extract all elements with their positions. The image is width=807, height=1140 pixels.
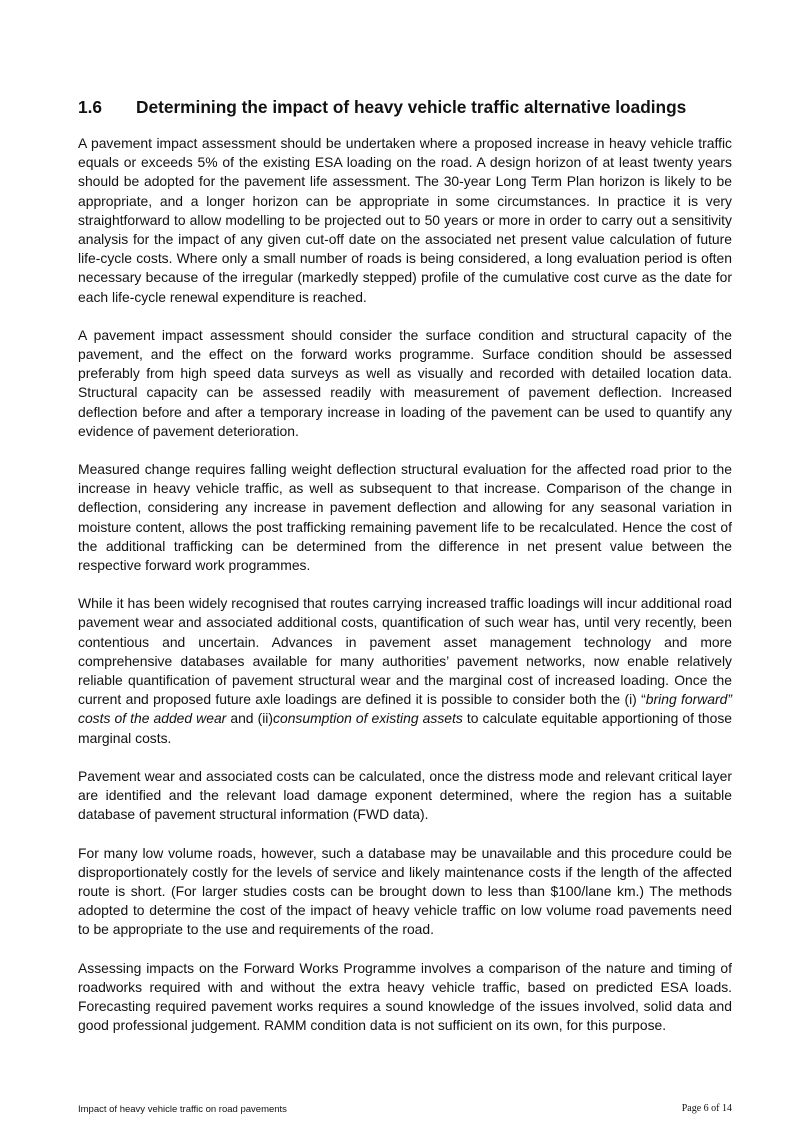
paragraph-4-text-3: to calculate equitable apportioning of those marginal costs. [78,710,732,746]
paragraph-4-text-1: While it has been widely recognised that routes carrying increased traffic loadings will incur additional road pavement wear and associated additional costs, quantification of such wear has, until very recently, been contentious and uncertain. Advances in pavement asset management technology and more comprehensive databases available for many authorities’ pavement networks, now enable relatively reliable quantification of pavement structural wear and the marginal cost of increased loading. Once the current and proposed future axle loadings are defined it is possible to consider both the (i) “ [78,595,732,708]
paragraph-assessment-horizon: A pavement impact assessment should be undertaken where a proposed increase in heavy vehicle traffic equals or exceeds 5% of the existing ESA loading on the road. A design horizon of at least twenty years should be adopted for the pavement life assessment. The 30-year Long Term Plan horizon is likely to be appropriate, and a longer horizon can be appropriate in some circumstances. In practice it is very straightforward to allow modelling to be projected out to 50 years or more in order to carry out a sensitivity analysis for the impact of any given cut-off date on the associated net present value calculation of future life-cycle costs. Where only a small number of roads is being considered, a long evaluation period is often necessary because of the irregular (markedly stepped) profile of the cumulative cost curve as the date for each life-cycle renewal expenditure is reached. [78,135,732,305]
paragraph-4-text-2: and (ii) [226,710,274,727]
section-heading [78,96,738,118]
paragraph-forward-works: Assessing impacts on the Forward Works Programme involves a comparison of the nature and timing of roadworks required with and without the extra heavy vehicle traffic, based on predicted ESA loads. Forecasting required pavement works requires a sound knowledge of the issues involved, solid data and good professional judgement. RAMM condition data is not sufficient on its own, for this purpose. [78,959,732,1034]
paragraph-low-volume-roads: For many low volume roads, however, such a database may be unavailable and this procedure could be disproportionately costly for the levels of service and likely maintenance costs if the length of the affected route is short. (For larger studies costs can be brought down to less than $100/lane km.) The methods adopted to determine the cost of the impact of heavy vehicle traffic on low volume road pavements need to be appropriate to the use and requirements of the road. [78,844,732,938]
footer-page-number: Page 6 of 14 [681,1103,732,1114]
body-text [78,134,732,1054]
paragraph-measured-change: Measured change requires falling weight deflection structural evaluation for the affected road prior to the increase in heavy vehicle traffic, as well as subsequent to that increase. Comparison of the change in deflection, considering any increase in pavement deflection and allowing for any seasonal variation in moisture content, allows the post trafficking remaining pavement life to be recalculated. Hence the cost of the additional trafficking can be determined from the difference in net present value between the respective forward work programmes. [78,461,732,574]
paragraph-surface-condition: A pavement impact assessment should consider the surface condition and structural capacity of the pavement, and the effect on the forward works programme. Surface condition should be assessed preferably from high speed data surveys as well as visually and recorded with detailed location data. Structural capacity can be assessed readily with measurement of pavement deflection. Increased deflection before and after a temporary increase in loading of the pavement can be used to quantify any evidence of pavement deterioration. [78,326,732,439]
paragraph-wear-costs: Pavement wear and associated costs can be calculated, once the distress mode and relevant critical layer are identified and the relevant load damage exponent determined, where the region has a suitable database of pavement structural information (FWD data). [78,767,732,823]
paragraph-4-italic-1: bring forward” costs of the added wear [78,691,732,727]
section-number: 1.6 [78,97,103,117]
section-title: Determining the impact of heavy vehicle traffic alternative loadings [136,97,687,117]
paragraph-quantification [78,594,732,748]
footer-title: Impact of heavy vehicle traffic on road pavements [78,1104,287,1115]
paragraph-4-italic-2: consumption of existing assets [273,710,463,727]
